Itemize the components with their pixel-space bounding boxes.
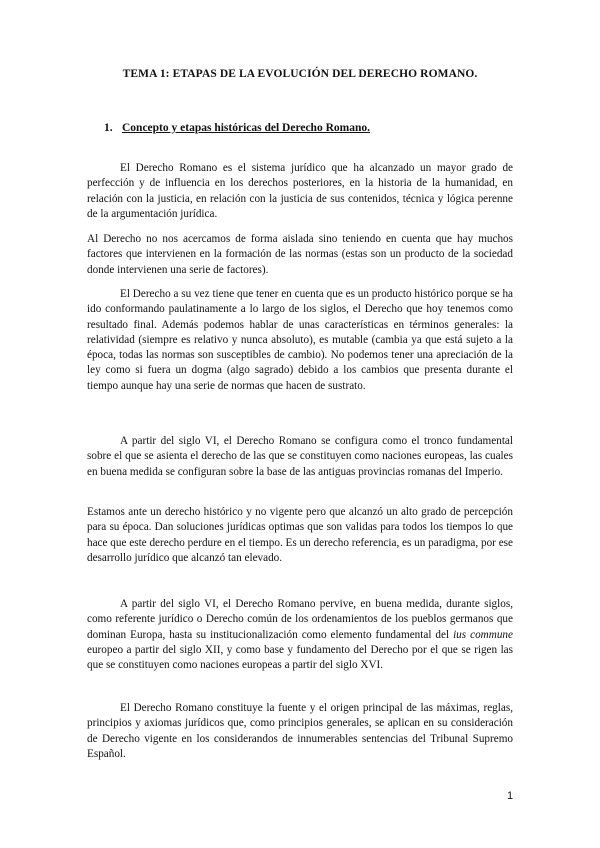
paragraph-6-text-a: A partir del siglo VI, el Derecho Romano pervive, en buena medida, durante siglos, como referente jurídico o Derecho común de los ordenamientos de los pueblos germanos que dominan Europa, hasta su institucionalización como elemento fundamental del bbox=[87, 598, 513, 641]
document-title: TEMA 1: ETAPAS DE LA EVOLUCIÓN DEL DERECHO ROMANO. bbox=[122, 68, 478, 80]
paragraph-3: El Derecho a su vez tiene que tener en cuenta que es un producto histórico porque se ha ido conformando paulatinamente a lo largo de los siglos, el Derecho que hoy tenemos como resultado final. Además podemos hablar de unas características en términos generales: la relatividad (siempre es relativo y nunca absoluto), es mutable (cambia ya que está sujeto a la época, todas las normas son susceptibles de cambio). No podemos tener una apreciación de la ley como si fuera un dogma (algo sagrado) debido a los cambios que presenta durante el tiempo aunque hay una serie de normas que hacen de sustrato. bbox=[87, 288, 513, 392]
paragraph-4: A partir del siglo VI, el Derecho Romano se configura como el tronco fundamental sobre el que se asienta el derecho de las que se constituyen como naciones europeas, las cuales en buena medida se configuran sobre la base de las antiguas provincias romanas del Imperio. bbox=[87, 435, 513, 478]
paragraph-1: El Derecho Romano es el sistema jurídico que ha alcanzado un mayor grado de perfección y de influencia en los derechos posteriores, en la historia de la humanidad, en relación con la justicia, en relación con la justicia de sus contenidos, técnica y lógica perenne de la argumentación jurídica. bbox=[87, 162, 513, 220]
section-number: 1. bbox=[104, 122, 113, 134]
paragraph-6-italic: ius commune bbox=[453, 628, 513, 641]
paragraph-5: Estamos ante un derecho histórico y no vigente pero que alcanzó un alto grado de percepción para su época. Dan soluciones jurídicas optimas que son validas para todos los tiempos lo que hace que este derecho perdure en el tiempo. Es un derecho referencia, es un paradigma, por ese desarrollo jurídico que alcanzó tan elevado. bbox=[87, 506, 513, 564]
section-title: Concepto y etapas históricas del Derecho Romano. bbox=[122, 122, 370, 134]
paragraph-2: Al Derecho no nos acercamos de forma aislada sino teniendo en cuenta que hay muchos factores que intervienen en la formación de las normas (estas son un producto de la sociedad donde intervienen una serie de factores). bbox=[87, 233, 513, 276]
paragraph-6-text-b: europeo a partir del siglo XII, y como base y fundamento del Derecho por el que se rigen las que se constituyen como naciones europeas a partir del siglo XVI. bbox=[87, 643, 513, 672]
section-heading bbox=[104, 122, 370, 134]
page-number: 1 bbox=[507, 790, 514, 802]
paragraph-6 bbox=[87, 597, 513, 673]
paragraph-7: El Derecho Romano constituye la fuente y el origen principal de las máximas, reglas, principios y axiomas jurídicos que, como principios generales, se aplican en su consideración de Derecho vigente en los considerandos de innumerables sentencias del Tribunal Supremo Español. bbox=[87, 702, 513, 760]
